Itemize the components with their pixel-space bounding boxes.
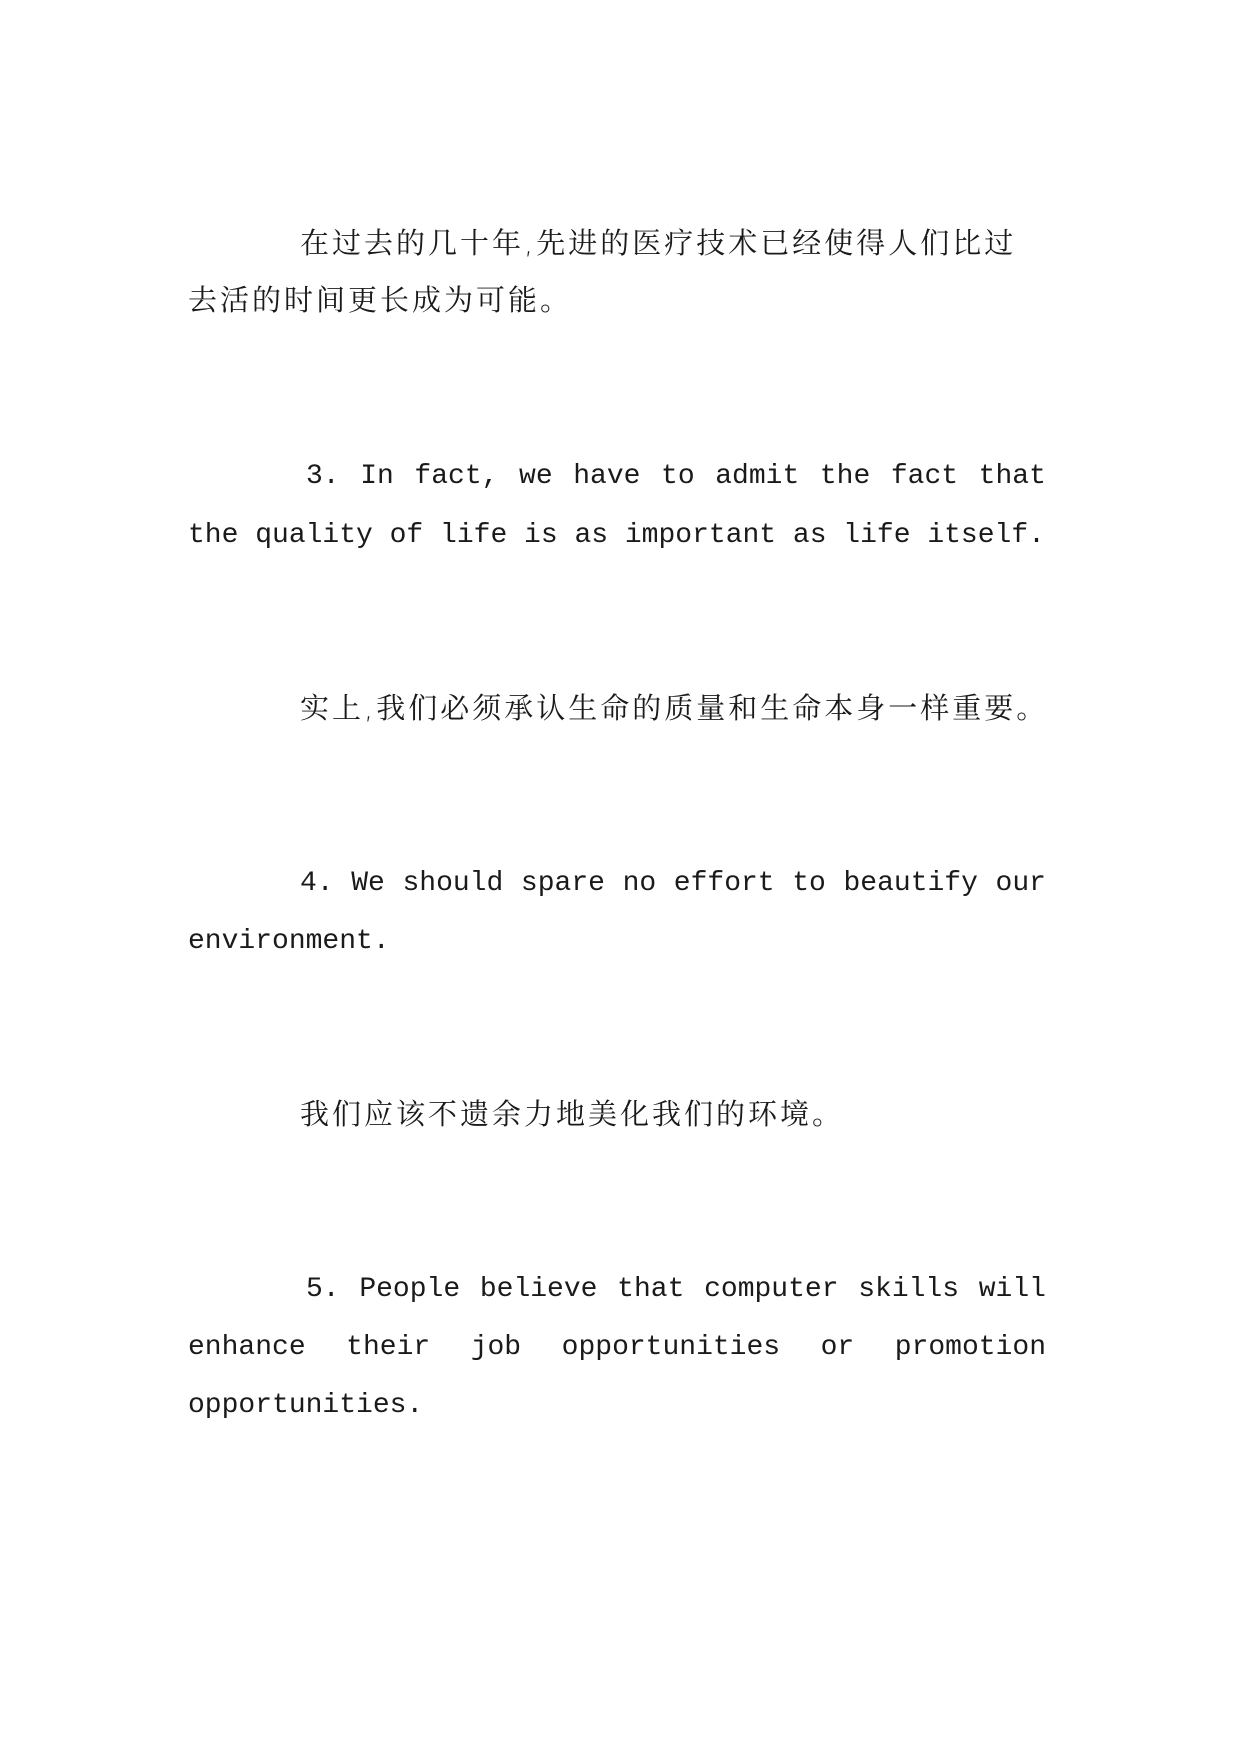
word: spare bbox=[520, 868, 605, 899]
word: no bbox=[622, 868, 657, 899]
word: that bbox=[617, 1274, 685, 1305]
word: to bbox=[661, 461, 695, 492]
word: should bbox=[402, 868, 504, 899]
word: promotion bbox=[894, 1332, 1046, 1363]
word: we bbox=[519, 461, 553, 492]
paragraph-1-line-1: 在过去的几十年,先进的医疗技术已经使得人们比过 bbox=[300, 226, 1017, 260]
word: computer bbox=[704, 1274, 839, 1305]
word: 4. bbox=[300, 868, 334, 899]
word: job bbox=[470, 1332, 522, 1363]
word: their bbox=[346, 1332, 431, 1363]
paragraph-5-line-1: 我们应该不遗余力地美化我们的环境。 bbox=[300, 1097, 845, 1131]
paragraph-2-line-2: the quality of life is as important as life itself. bbox=[188, 520, 1045, 551]
paragraph-6-line-2 bbox=[188, 1334, 1046, 1362]
word: opportunities bbox=[561, 1332, 781, 1363]
word: beautify bbox=[843, 868, 978, 899]
word: fact, bbox=[414, 461, 499, 492]
word: 5. bbox=[306, 1274, 340, 1305]
word: effort bbox=[673, 868, 775, 899]
paragraph-6-line-3: opportunities. bbox=[188, 1390, 424, 1421]
word: to bbox=[792, 868, 826, 899]
word: that bbox=[978, 461, 1046, 492]
word: the bbox=[819, 461, 871, 492]
word: skills bbox=[858, 1274, 960, 1305]
word: believe bbox=[479, 1274, 598, 1305]
word: People bbox=[359, 1274, 461, 1305]
word: We bbox=[351, 868, 385, 899]
word: our bbox=[995, 868, 1046, 899]
word: admit bbox=[715, 461, 800, 492]
word: fact bbox=[890, 461, 959, 492]
word: have bbox=[573, 461, 641, 492]
word: 3. bbox=[306, 461, 340, 492]
paragraph-4-line-1 bbox=[300, 870, 1046, 898]
paragraph-6-line-1 bbox=[306, 1276, 1046, 1304]
word: enhance bbox=[188, 1332, 306, 1363]
word: will bbox=[978, 1274, 1046, 1305]
paragraph-1-line-2: 去活的时间更长成为可能。 bbox=[188, 283, 573, 317]
word: In bbox=[360, 461, 394, 492]
word: or bbox=[820, 1332, 855, 1363]
paragraph-2-line-1 bbox=[306, 463, 1046, 491]
paragraph-3-line-1: 实上,我们必须承认生命的质量和生命本身一样重要。 bbox=[300, 691, 1049, 725]
paragraph-4-line-2: environment. bbox=[188, 926, 390, 957]
